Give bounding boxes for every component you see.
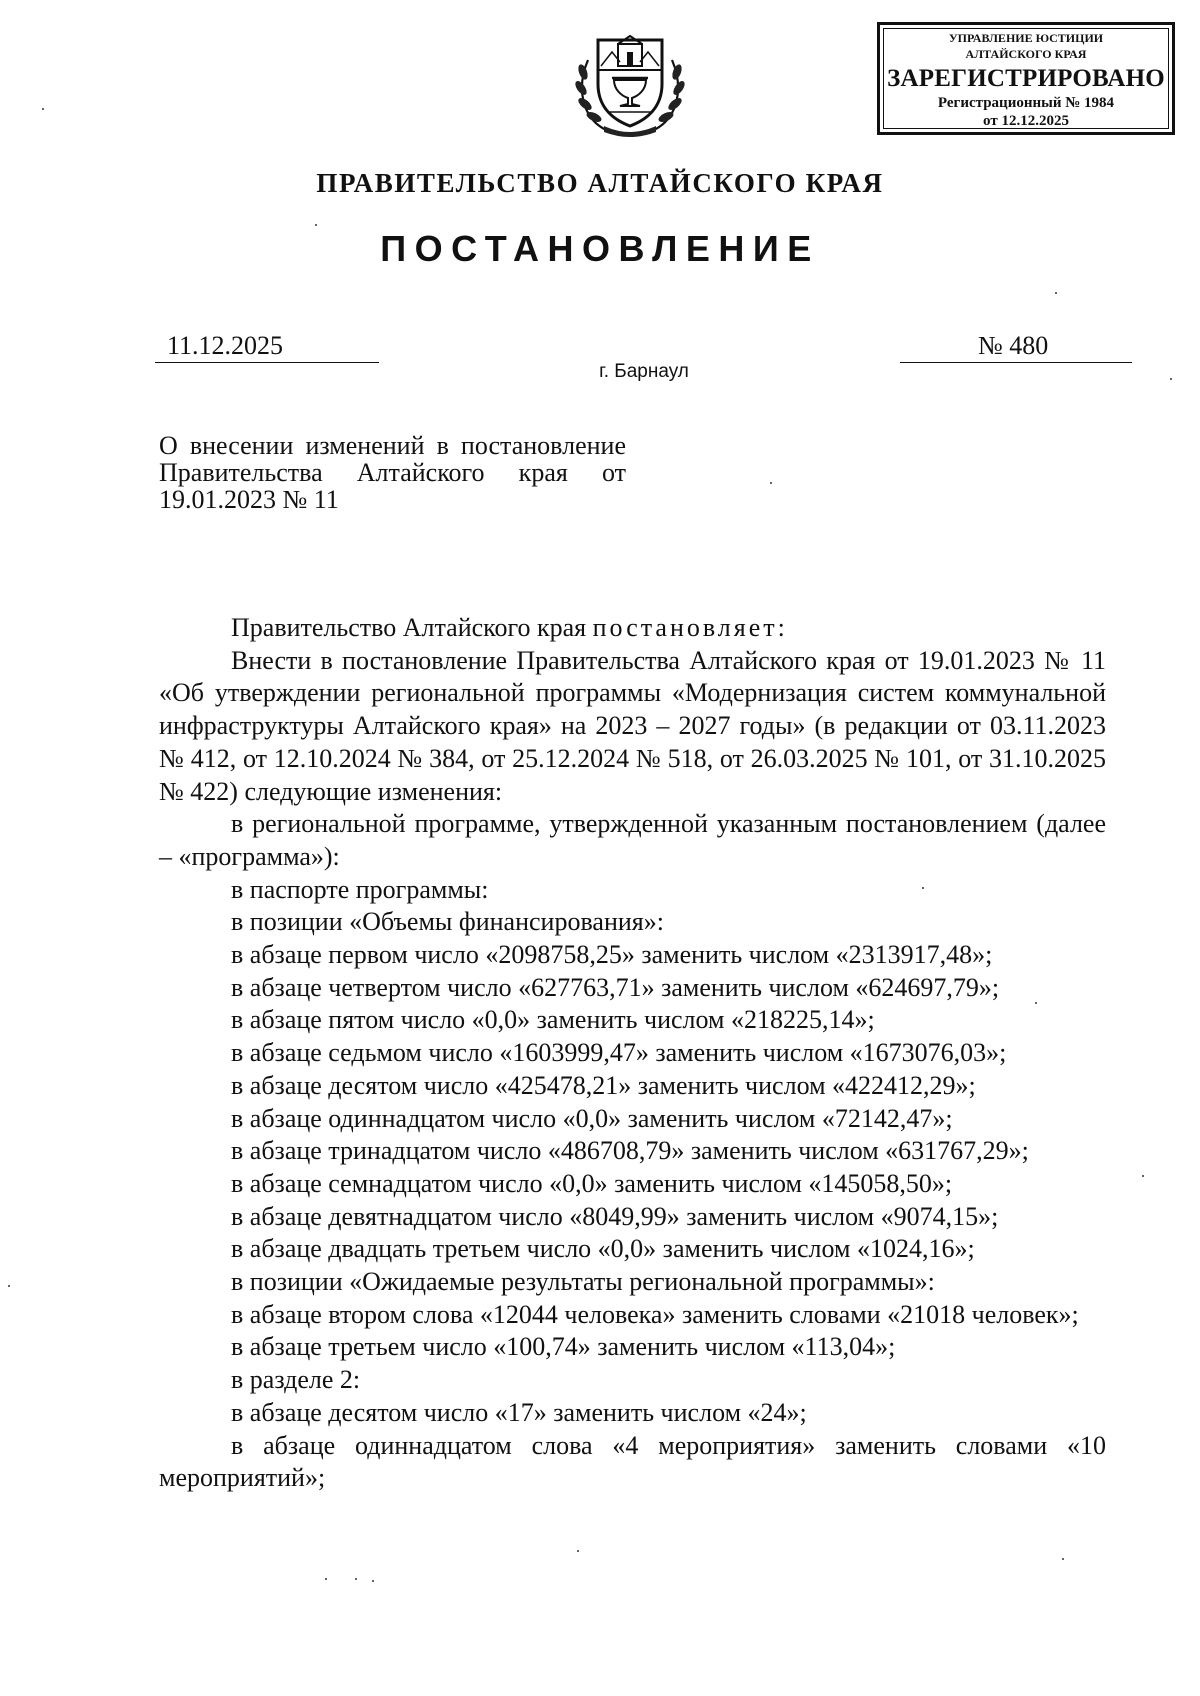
government-title: ПРАВИТЕЛЬСТВО АЛТАЙСКОГО КРАЯ [316,168,884,198]
body-paragraph: в паспорте программы: [231,874,489,904]
body-paragraph: в абзаце одиннадцатом слова «4 мероприятия» заменить словами «10 мероприятий»; [159,1430,1106,1493]
stamp-org-line2: АЛТАЙСКОГО КРАЯ [965,47,1087,61]
intro-spaced-word: постановляет [592,613,778,642]
body-paragraph: в абзаце третьем число «100,74» заменить числом «113,04»; [231,1332,896,1362]
coat-of-arms-icon [568,22,692,142]
body-paragraph: в региональной программе, утвержденной указанным постановлением (далее – «программа»): [159,809,1106,871]
intro-prefix: Правительство Алтайского края [231,613,593,642]
body-paragraph: в абзаце семнадцатом число «0,0» заменить числом «145058,50»; [231,1168,953,1198]
document-type: ПОСТАНОВЛЕНИЕ [380,228,820,269]
body-paragraph: в абзаце тринадцатом число «486708,79» заменить числом «631767,29»; [231,1136,1029,1166]
body-paragraph: Внести в постановление Правительства Алтайского края от 19.01.2023 № 11 «Об утверждении региональной программы «Модернизация систем коммунальной инфраструктуры Алтайского края» на 2023 – 2027 годы» (в редакции от 03.11.2023 № 412, от 12.10.2024 № 384, от 25.12.2024 № 518, от 26.03.2025 № 101, от 31.10.2025 № 422) следующие изменения: [159,645,1106,806]
body-paragraph: в позиции «Объемы финансирования»: [231,907,664,937]
body-paragraph: в позиции «Ожидаемые результаты региональной программы»: [231,1267,935,1297]
stamp-reg-date: от 12.12.2025 [983,113,1069,129]
body-paragraph: в абзаце пятом число «0,0» заменить числом «218225,14»; [231,1005,875,1035]
body-paragraph: в абзаце девятнадцатом число «8049,99» заменить числом «9074,15»; [231,1201,999,1231]
body-paragraph: в разделе 2: [231,1365,361,1395]
body-paragraph: в абзаце одиннадцатом число «0,0» заменить числом «72142,47»; [231,1103,953,1133]
stamp-reg-number: Регистрационный № 1984 [937,95,1115,111]
registration-stamp [877,22,1175,135]
body-paragraph: в абзаце десятом число «425478,21» заменить числом «422412,29»; [231,1070,976,1100]
document-subject: О внесении изменений в постановление Правительства Алтайского края от 19.01.2023 № 11 [159,431,626,514]
body-paragraph: в абзаце седьмом число «1603999,47» заменить числом «1673076,03»; [231,1038,1007,1068]
body-paragraph: в абзаце двадцать третьем число «0,0» заменить числом «1024,16»; [231,1234,975,1264]
document-number: № 480 [900,330,1132,363]
document-body [159,612,1106,1495]
intro-suffix: : [777,613,785,642]
stamp-status: ЗАРЕГИСТРИРОВАНО [887,65,1165,92]
intro-paragraph [159,612,1106,645]
document-city: г. Барнаул [599,361,689,382]
body-paragraph: в абзаце четвертом число «627763,71» заменить числом «624697,79»; [231,972,1000,1002]
body-paragraph: в абзаце втором слова «12044 человека» заменить словами «21018 человек»; [231,1299,1079,1329]
stamp-org-line1: УПРАВЛЕНИЕ ЮСТИЦИИ [948,31,1104,45]
document-date: 11.12.2025 [155,330,379,363]
body-paragraph: в абзаце десятом число «17» заменить числом «24»; [231,1397,807,1427]
body-paragraph: в абзаце первом число «2098758,25» заменить числом «2313917,48»; [231,940,993,970]
